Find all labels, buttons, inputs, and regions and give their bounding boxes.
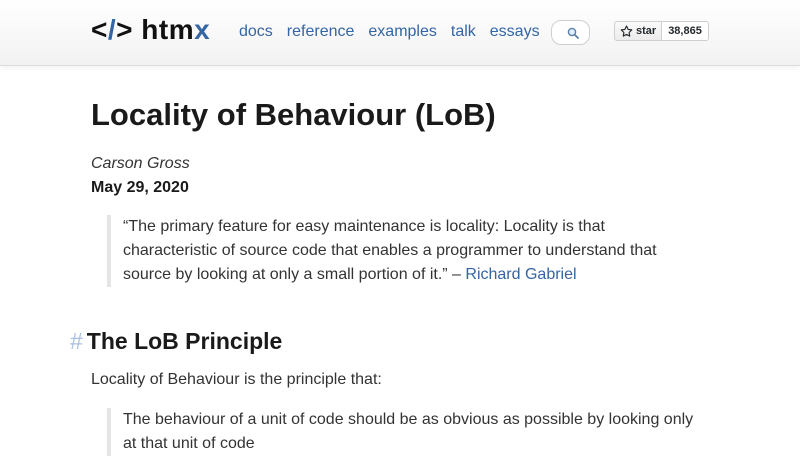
main-nav xyxy=(239,23,540,41)
principle-quote xyxy=(107,408,695,456)
nav-link-reference[interactable]: reference xyxy=(286,23,355,40)
principle-text: The behaviour of a unit of code should be as obvious as possible by looking only at that unit of code xyxy=(123,411,694,452)
quote-attribution-link[interactable]: Richard Gabriel xyxy=(465,266,577,283)
github-star-count[interactable]: 38,865 xyxy=(662,21,709,41)
htmx-logo[interactable] xyxy=(91,14,210,46)
logo-word: htm xyxy=(141,14,195,45)
logo-lt: < xyxy=(91,14,108,45)
section-intro: Locality of Behaviour is the principle that: xyxy=(91,371,382,388)
section-heading xyxy=(70,328,282,355)
github-star-widget xyxy=(614,21,709,41)
nav-link-talk[interactable]: talk xyxy=(450,23,476,40)
page-title: Locality of Behaviour (LoB) xyxy=(91,97,496,132)
nav-link-essays[interactable]: essays xyxy=(489,23,540,40)
quote-text: “The primary feature for easy maintenance is locality: Locality is that characteristic of source code that enables a programmer to understand that source by looking at only a small portion of it.” – xyxy=(123,218,657,283)
nav-link-docs[interactable]: docs xyxy=(239,23,273,40)
section-heading-text: The LoB Principle xyxy=(86,328,283,354)
github-star-label: star xyxy=(636,25,657,37)
search-icon xyxy=(567,27,579,39)
logo-slash: / xyxy=(107,14,117,45)
logo-x: x xyxy=(194,14,211,45)
logo-gt: > xyxy=(116,14,133,45)
nav-link-examples[interactable]: examples xyxy=(368,23,437,40)
search-input[interactable] xyxy=(551,20,590,45)
github-star-button[interactable] xyxy=(614,21,662,41)
publish-date: May 29, 2020 xyxy=(91,179,189,196)
site-header xyxy=(0,0,800,66)
epigraph-quote xyxy=(107,215,695,287)
author-name: Carson Gross xyxy=(91,155,190,172)
section-anchor-link[interactable]: # xyxy=(70,328,83,354)
star-icon xyxy=(620,25,633,38)
